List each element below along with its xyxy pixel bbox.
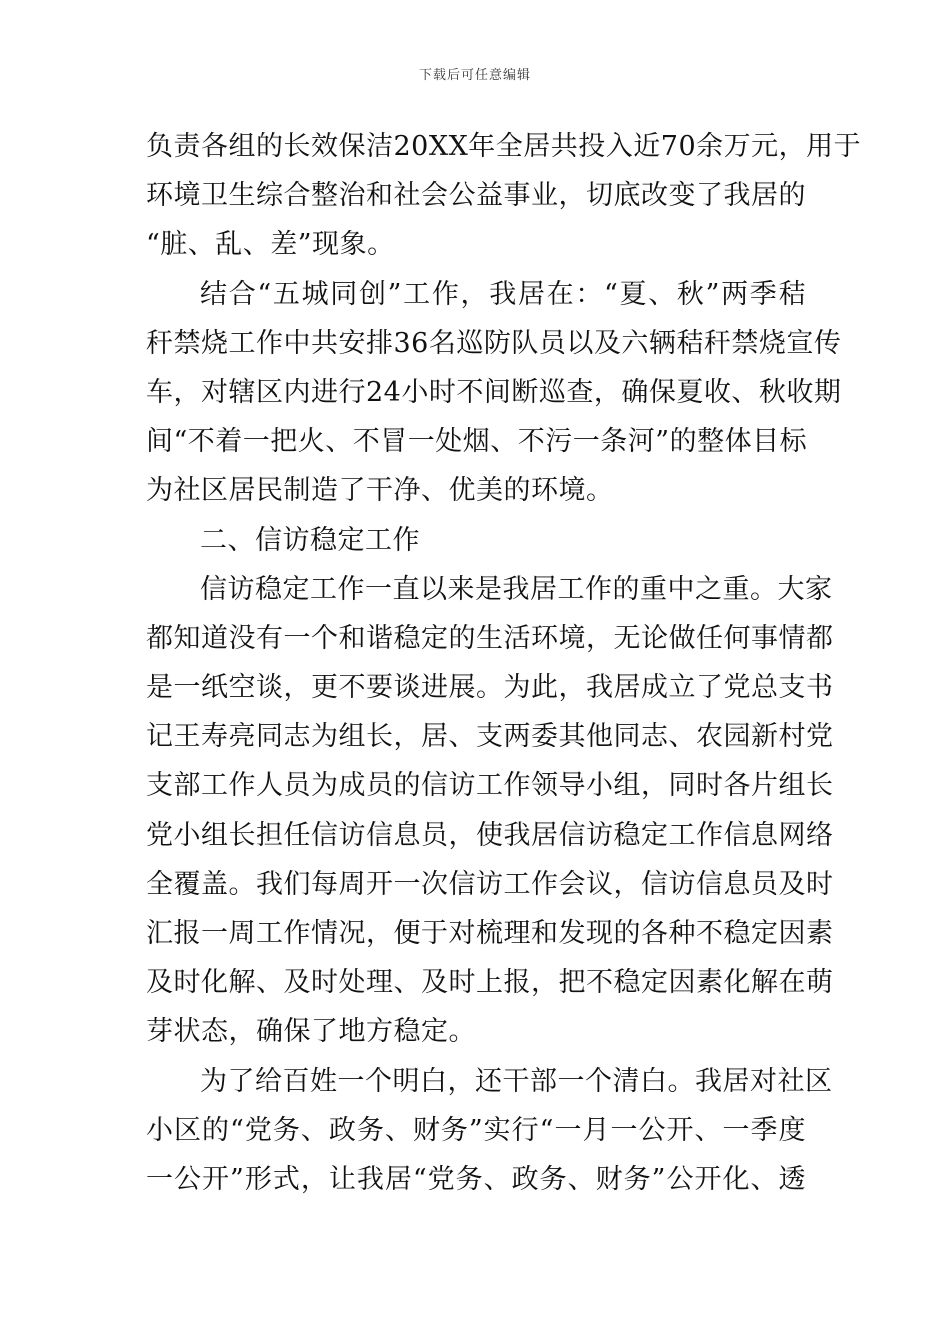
section-heading: 二、信访稳定工作 xyxy=(200,524,420,556)
text-line: 都知道没有一个和谐稳定的生活环境，无论做任何事情都 xyxy=(146,622,834,654)
page-header: 下载后可任意编辑 xyxy=(418,68,531,83)
text-line: 是一纸空谈，更不要谈进展。为此，我居成立了党总支书 xyxy=(146,672,834,704)
text-line: 及时化解、及时处理、及时上报，把不稳定因素化解在萌 xyxy=(146,967,834,999)
text-line: 车，对辖区内进行24小时不间断巡查，确保夏收、秋收期 xyxy=(146,376,842,408)
text-line: 小区的“党务、政务、财务”实行“一月一公开、一季度 xyxy=(146,1114,806,1146)
paragraph-first-line: 信访稳定工作一直以来是我居工作的重中之重。大家 xyxy=(200,573,833,605)
text-line: 间“不着一把火、不冒一处烟、不污一条河”的整体目标 xyxy=(146,426,808,458)
text-line: 党小组长担任信访信息员，使我居信访稳定工作信息网络 xyxy=(146,819,834,851)
paragraph-first-line: 结合“五城同创”工作，我居在：“夏、秋”两季秸 xyxy=(200,278,806,310)
text-line: 记王寿亮同志为组长，居、支两委其他同志、农园新村党 xyxy=(146,721,834,753)
text-line: 负责各组的长效保洁20XX年全居共投入近70余万元，用于 xyxy=(146,131,862,162)
text-line: 汇报一周工作情况，便于对梳理和发现的各种不稳定因素 xyxy=(146,918,834,949)
text-line: 芽状态，确保了地方稳定。 xyxy=(146,1016,476,1048)
text-line: “脏、乱、差”现象。 xyxy=(146,229,395,261)
text-line: 环境卫生综合整治和社会公益事业，切底改变了我居的 xyxy=(146,180,806,212)
document-body xyxy=(146,122,862,1204)
text-line: 全覆盖。我们每周开一次信访工作会议，信访信息员及时 xyxy=(146,868,834,900)
text-line: 为社区居民制造了干净、优美的环境。 xyxy=(146,475,614,507)
paragraph-first-line: 为了给百姓一个明白，还干部一个清白。我居对社区 xyxy=(200,1065,833,1097)
text-line: 秆禁烧工作中共安排36名巡防队员以及六辆秸秆禁烧宣传 xyxy=(146,327,842,359)
text-line: 一公开”形式，让我居“党务、政务、财务”公开化、透 xyxy=(146,1163,806,1195)
text-line: 支部工作人员为成员的信访工作领导小组，同时各片组长 xyxy=(146,770,834,802)
